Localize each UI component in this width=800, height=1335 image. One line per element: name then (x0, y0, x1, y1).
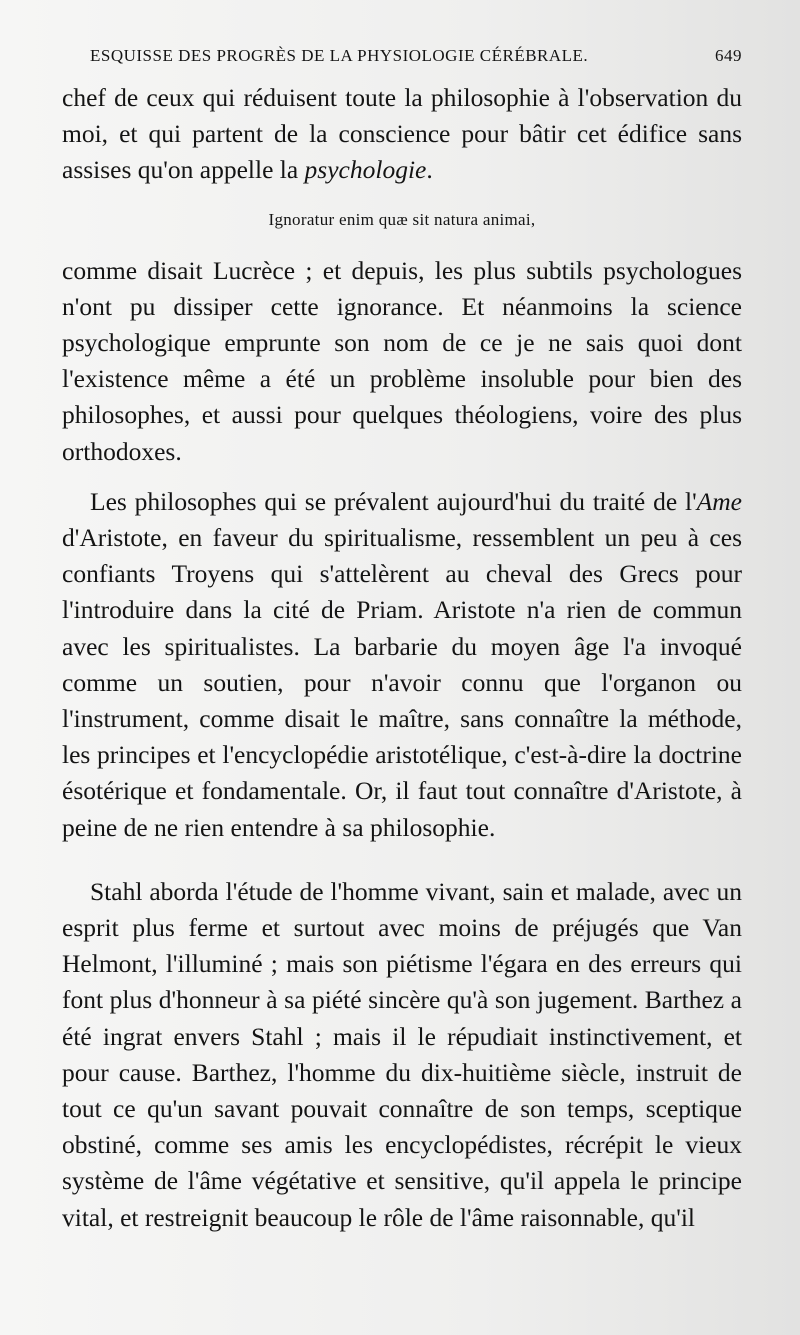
paragraph-3 (62, 484, 742, 846)
latin-quotation: Ignoratur enim quæ sit natura animai, (268, 209, 536, 229)
italic-term-psychologie: psychologie (304, 155, 427, 185)
paragraph-3-rest: d'Aristote, en faveur du spiritualisme, ressemblent un peu à ces confiants Troyens qui s'attelèrent au cheval des Grecs pour l'introduire dans la cité de Priam. Aristote n'a rien de commun avec les spiritualistes. La barbarie du moyen âge l'a invoqué comme un soutien, pour n'avoir connu que l'organon ou l'instrument, comme disait le maître, sans connaître la méthode, les principes et l'encyclopédie aristotélique, c'est-à-dire la doctrine ésotérique et fondamentale. Or, il faut tout connaître d'Aristote, à peine de ne rien entendre à sa philosophie. (62, 523, 742, 842)
paragraph-1-text: chef de ceux qui réduisent toute la philosophie à l'observation du moi, et qui partent de la conscience pour bâtir cet édifice sans assises qu'on appelle la (62, 83, 742, 185)
page-header (90, 46, 742, 66)
page-number: 649 (715, 46, 742, 65)
paragraph-4: Stahl aborda l'étude de l'homme vivant, sain et malade, avec un esprit plus ferme et surtout avec moins de préjugés que Van Helmont, l'illuminé ; mais son piétisme l'égara en des erreurs qui font plus d'honneur à sa piété sincère qu'à son jugement. Barthez a été ingrat envers Stahl ; mais il le répudiait instinctivement, et pour cause. Barthez, l'homme du dix-huitième siècle, instruit de tout ce qu'un savant pouvait connaître de son temps, sceptique obstiné, comme ses amis les encyclopédistes, récrépit le vieux système de l'âme végétative et sensitive, qu'il appela le principe vital, et restreignit beaucoup le rôle de l'âme raisonnable, qu'il (62, 876, 742, 1232)
paragraph-1 (62, 80, 742, 189)
paragraph-2: comme disait Lucrèce ; et depuis, les plus subtils psychologues n'ont pu dissiper cette ignorance. Et néanmoins la science psychologique emprunte son nom de ce je ne sais quoi dont l'existence même a été un problème insoluble pour bien des philosophes, et aussi pour quelques théologiens, voire des plus orthodoxes. (62, 255, 742, 466)
italic-term-ame: Ame (696, 486, 742, 516)
paragraph-3-text: Les philosophes qui se prévalent aujourd'hui du traité de l' (90, 486, 697, 516)
body-text (62, 80, 742, 1236)
paragraph-1-end: . (426, 155, 433, 185)
running-title: ESQUISSE DES PROGRÈS DE LA PHYSIOLOGIE CÉRÉBRALE. (90, 46, 589, 65)
